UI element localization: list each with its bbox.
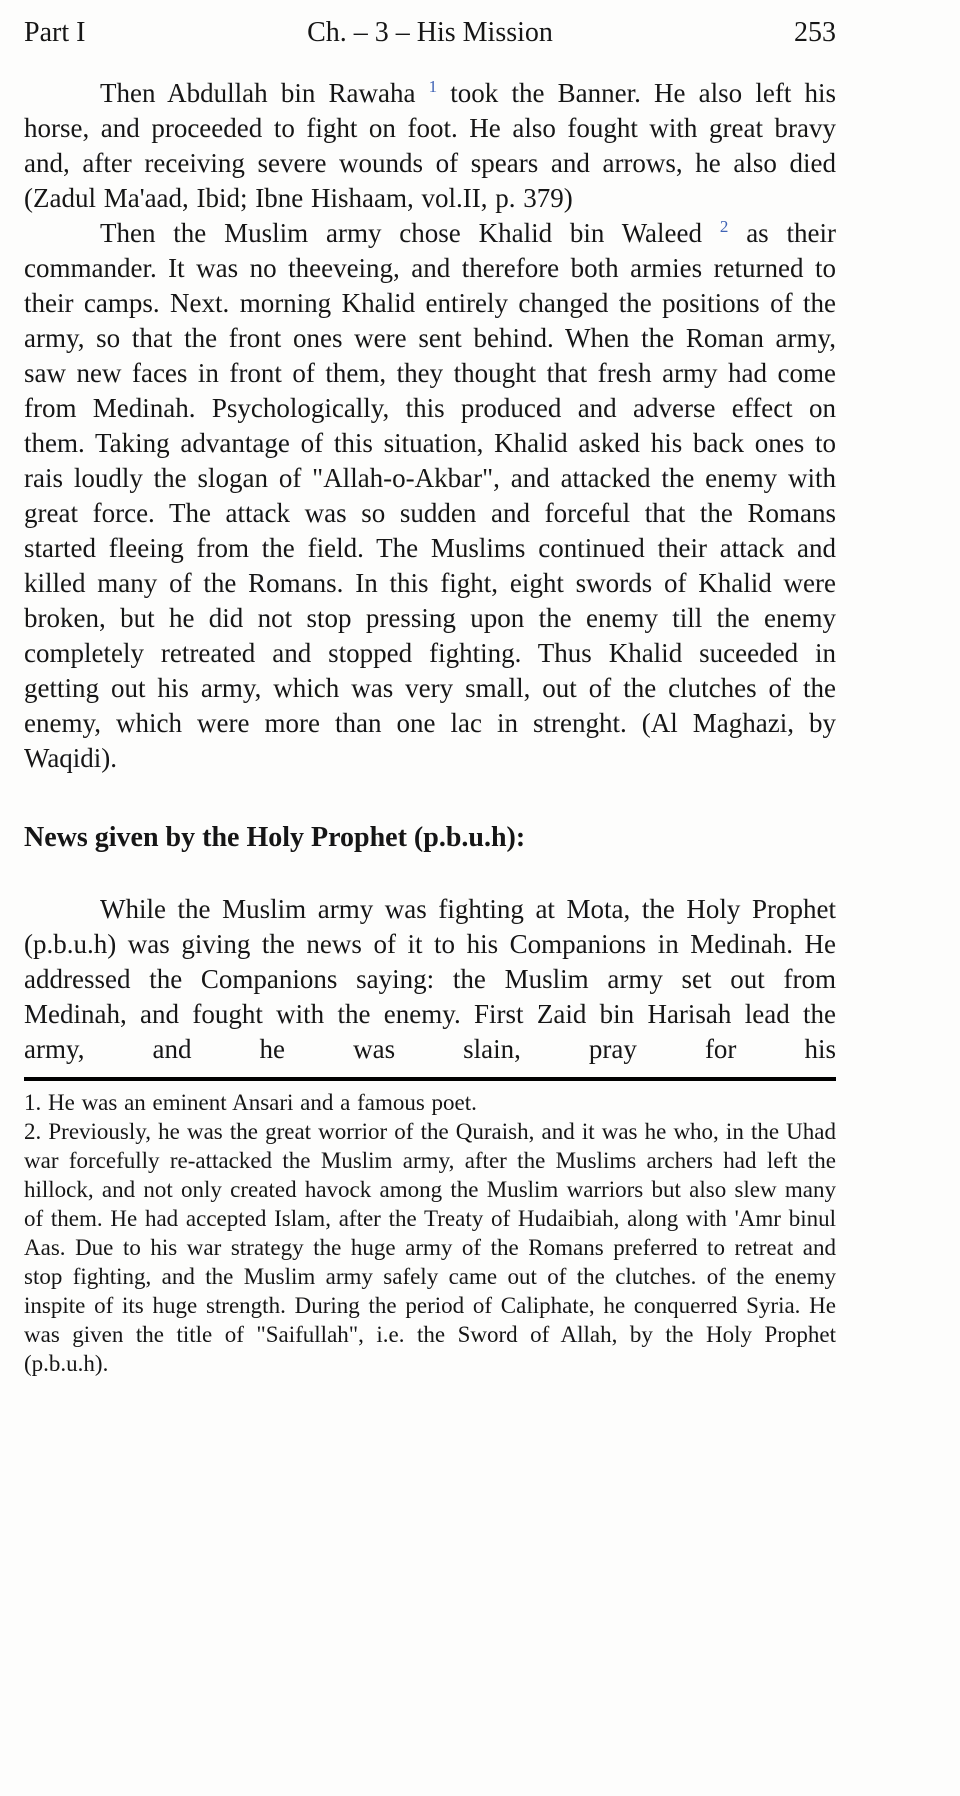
header-part-label: Part I: [24, 17, 86, 48]
header-page-number: 253: [794, 17, 836, 48]
paragraph-3: While the Muslim army was fighting at Mota, the Holy Prophet (p.b.u.h) was giving the news of it to his Companions in Medinah. He addressed the Companions saying: the Muslim army set out from Medinah, and fought with the enemy. First Zaid bin Harisah lead the army, and he was slain, pray for his: [24, 894, 836, 1064]
footnote-1: 1. He was an eminent Ansari and a famous poet.: [24, 1090, 477, 1115]
footnote-section: [24, 1077, 836, 1378]
footnote-ref-2: 2: [719, 217, 729, 236]
page-body: [24, 76, 836, 1067]
section-heading: News given by the Holy Prophet (p.b.u.h):: [24, 822, 526, 853]
footnote-2: 2. Previously, he was the great worrior of the Quraish, and it was he who, in the Uhad war forcefully re-attacked the Muslim army, after the Muslims archers had left the hillock, and not only created havock among the Muslim warriors but also slew many of them. He had accepted Islam, after the Treaty of Hudaibiah, along with 'Amr binul Aas. Due to his war strategy the huge army of the Romans preferred to retreat and stop fighting, and the Muslim army safely came out of the clutches. of the enemy inspite of its huge strength. During the period of Caliphate, he conquerred Syria. He was given the title of "Saifullah", i.e. the Sword of Allah, by the Holy Prophet (p.b.u.h).: [24, 1119, 836, 1376]
paragraph-2-text-cont: as their commander. It was no theeveing, and therefore both armies returned to their camps. Next. morning Khalid entirely changed the positions of the army, so that the front ones were sent behind. When the Roman army, saw new faces in front of them, they thought that fresh army had come from Medinah. Psychologically, this produced and adverse effect on them. Taking advantage of this situation, Khalid asked his back ones to rais loudly the slogan of "Allah-o-Akbar", and attacked the enemy with great force. The attack was so sudden and forceful that the Romans started fleeing from the field. The Muslims continued their attack and killed many of the Romans. In this fight, eight swords of Khalid were broken, but he did not stop pressing upon the enemy till the enemy completely retreated and stopped fighting. Thus Khalid suceeded in getting out his army, which was very small, out of the clutches of the enemy, which were more than one lac in strenght. (Al Maghazi, by Waqidi).: [24, 218, 837, 773]
header-chapter-title: Ch. – 3 – His Mission: [307, 17, 553, 48]
paragraph-2: [24, 216, 836, 776]
footnote-ref-1: 1: [428, 77, 438, 96]
paragraph-1-text-cont: took the Banner. He also left his horse, and proceeded to fight on foot. He also fought with great bravy and, after receiving severe wounds of spears and arrows, he also died (Zadul Ma'aad, Ibid; Ibne Hishaam, vol.II, p. 379): [24, 78, 836, 213]
paragraph-1: [24, 76, 836, 216]
paragraph-1-text: Then Abdullah bin Rawaha: [100, 78, 416, 108]
paragraph-2-text: Then the Muslim army chose Khalid bin Waleed: [100, 218, 703, 248]
page-header: [24, 16, 836, 50]
